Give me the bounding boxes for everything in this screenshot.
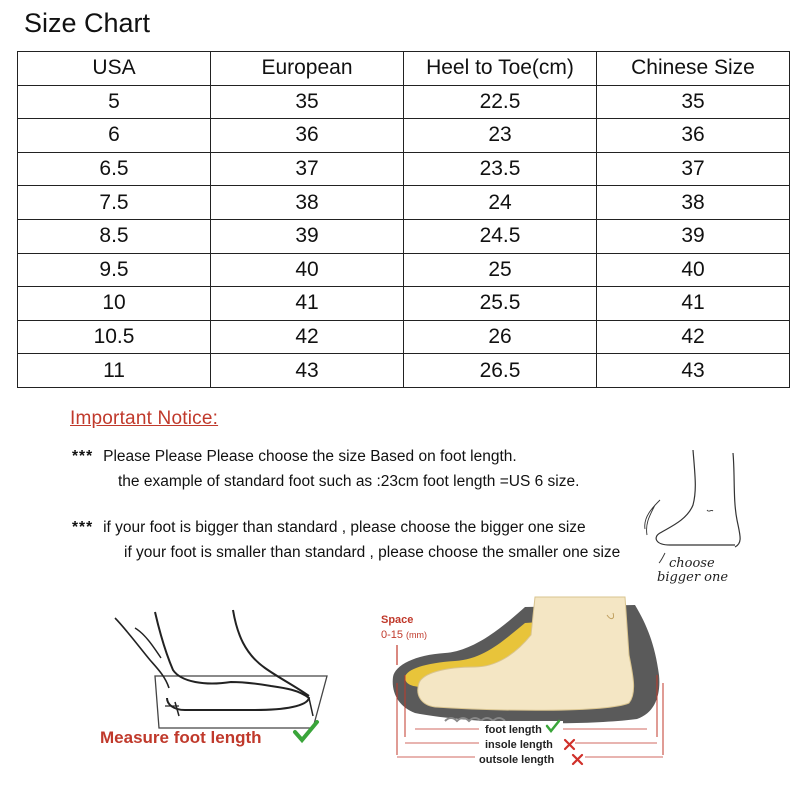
cell-usa: 10.5 [18, 320, 211, 354]
table-row [18, 219, 790, 253]
cell-usa: 8.5 [18, 219, 211, 253]
choose-label-2: bigger one [657, 570, 729, 585]
cell-heel-to-toe: 25 [404, 253, 597, 287]
cell-usa: 5 [18, 85, 211, 119]
space-label: Space [381, 614, 414, 626]
cell-heel-to-toe: 24 [404, 186, 597, 220]
cell-usa: 9.5 [18, 253, 211, 287]
space-unit: (mm) [406, 630, 428, 640]
cell-european: 42 [211, 320, 404, 354]
notice-stars: *** [72, 448, 94, 465]
table-row [18, 253, 790, 287]
header-chinese-size: Chinese Size [597, 52, 790, 86]
cell-european: 43 [211, 354, 404, 388]
cell-chinese: 40 [597, 253, 790, 287]
notice-line-4: if your foot is smaller than standard , please choose the smaller one size [124, 544, 621, 561]
cell-heel-to-toe: 23 [404, 119, 597, 153]
cell-usa: 11 [18, 354, 211, 388]
insole-length-label: insole length [485, 739, 553, 751]
size-chart-table [17, 51, 790, 388]
cell-chinese: 43 [597, 354, 790, 388]
choose-label-1: choose [669, 556, 715, 571]
table-row [18, 186, 790, 220]
header-european: European [211, 52, 404, 86]
cell-usa: 6.5 [18, 152, 211, 186]
cell-heel-to-toe: 26 [404, 320, 597, 354]
outsole-length-label: outsole length [479, 754, 555, 766]
cell-heel-to-toe: 22.5 [404, 85, 597, 119]
foot-length-label: foot length [485, 724, 542, 736]
cell-usa: 10 [18, 287, 211, 321]
notice-text-1: Please Please Please choose the size Based on foot length. [103, 448, 517, 465]
cell-usa: 6 [18, 119, 211, 153]
header-usa: USA [18, 52, 211, 86]
check-icon [295, 722, 317, 740]
cell-chinese: 39 [597, 219, 790, 253]
notice-stars: *** [72, 519, 94, 536]
header-heel-to-toe: Heel to Toe(cm) [404, 52, 597, 86]
cell-chinese: 36 [597, 119, 790, 153]
notice-text-3: if your foot is bigger than standard , please choose the bigger one size [103, 519, 586, 536]
notice-line-1 [72, 448, 517, 466]
measure-foot-illustration [95, 598, 335, 758]
table-row [18, 287, 790, 321]
notice-title: Important Notice: [70, 408, 219, 429]
table-row [18, 354, 790, 388]
cell-european: 38 [211, 186, 404, 220]
cell-usa: 7.5 [18, 186, 211, 220]
cell-european: 35 [211, 85, 404, 119]
cell-chinese: 42 [597, 320, 790, 354]
svg-text:0-15(mm) [381, 629, 427, 641]
cell-european: 41 [211, 287, 404, 321]
cell-chinese: 37 [597, 152, 790, 186]
table-row [18, 320, 790, 354]
notice-line-3 [72, 519, 586, 537]
page-title: Size Chart [24, 8, 151, 38]
table-row [18, 85, 790, 119]
table-header-row [18, 52, 790, 86]
cell-heel-to-toe: 26.5 [404, 354, 597, 388]
cell-chinese: 35 [597, 85, 790, 119]
cell-european: 40 [211, 253, 404, 287]
cell-european: 37 [211, 152, 404, 186]
cell-chinese: 38 [597, 186, 790, 220]
cell-chinese: 41 [597, 287, 790, 321]
cell-heel-to-toe: 23.5 [404, 152, 597, 186]
notice-line-2: the example of standard foot such as :23cm foot length =US 6 size. [118, 473, 580, 490]
table-row [18, 119, 790, 153]
measure-label: Measure foot length [100, 728, 262, 747]
choose-bigger-foot-illustration [615, 445, 785, 585]
table-row [18, 152, 790, 186]
cell-heel-to-toe: 25.5 [404, 287, 597, 321]
cell-european: 36 [211, 119, 404, 153]
shoe-cross-section-illustration [375, 595, 675, 775]
cell-european: 39 [211, 219, 404, 253]
space-range: 0-15 [381, 629, 404, 641]
cell-heel-to-toe: 24.5 [404, 219, 597, 253]
